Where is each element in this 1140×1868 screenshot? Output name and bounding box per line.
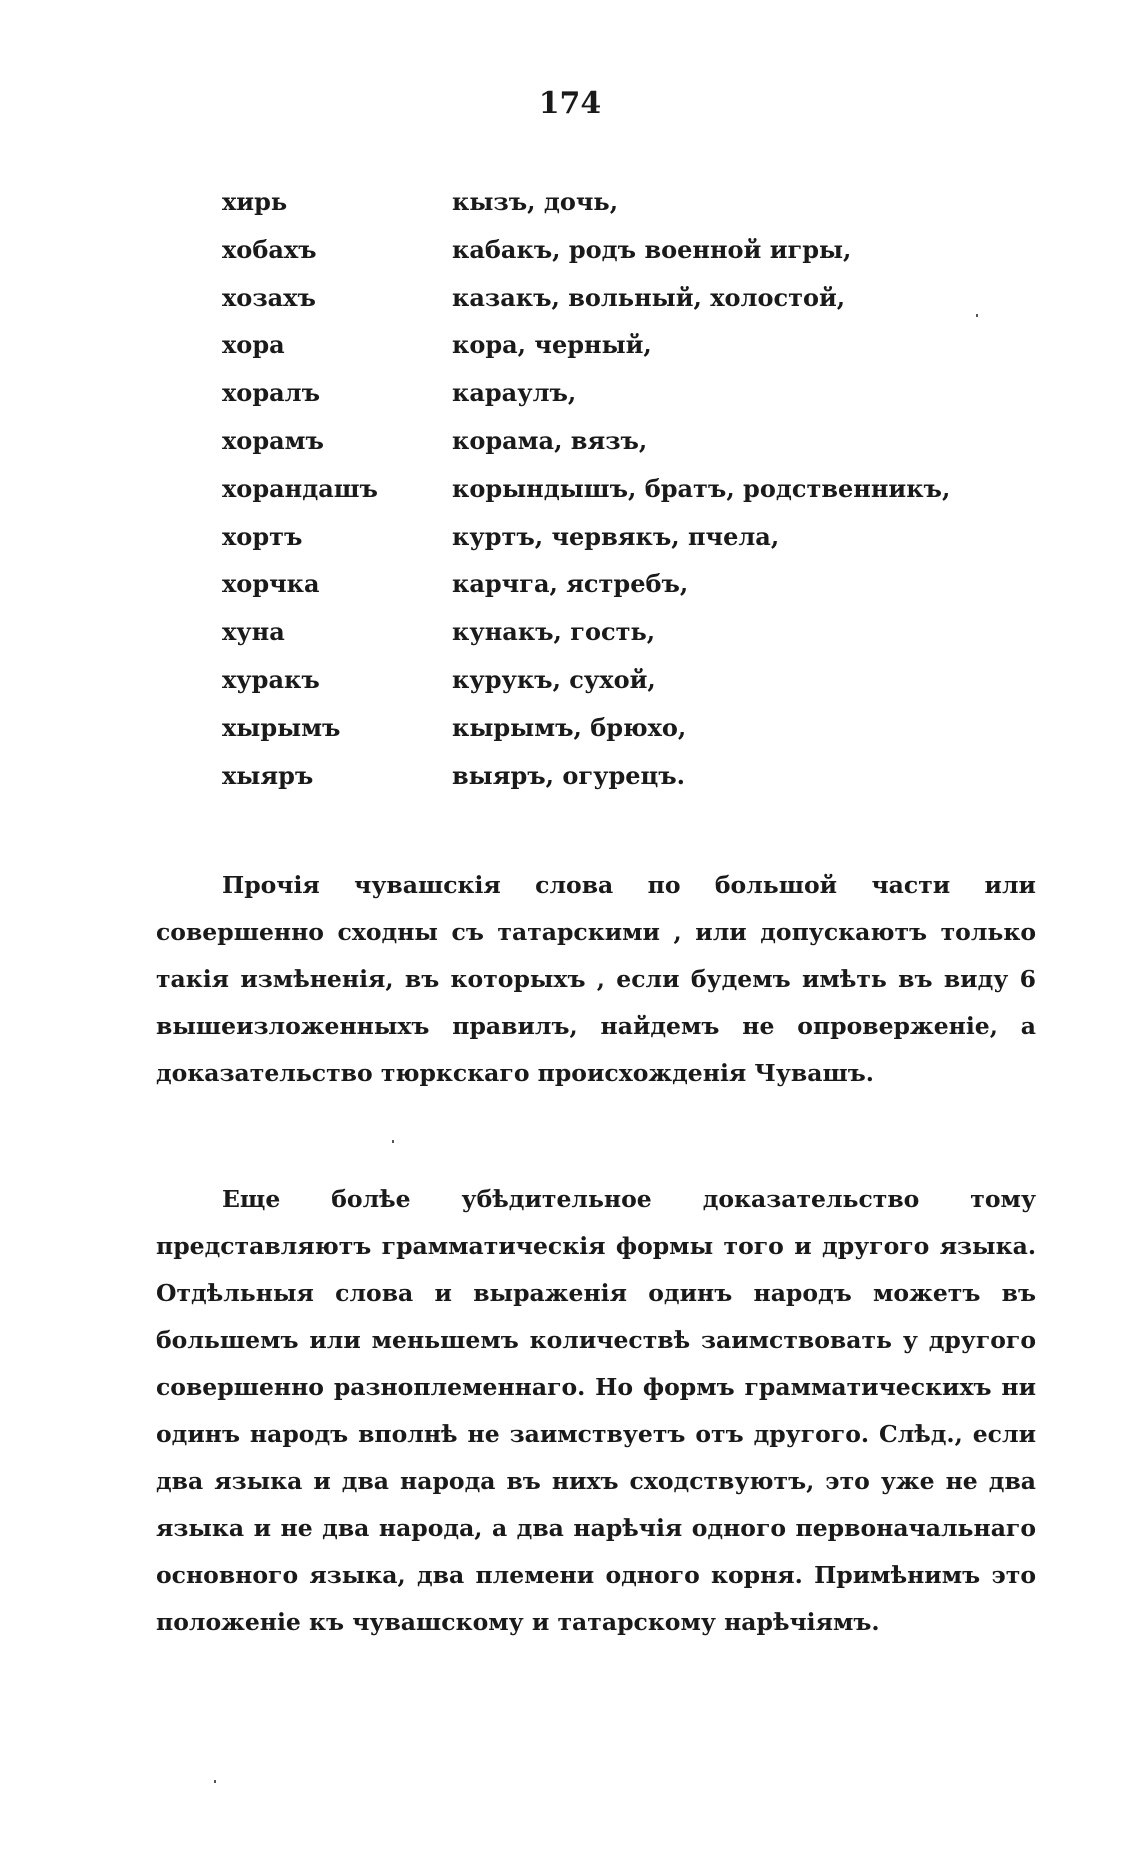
- chuvash-word: хобахъ: [222, 234, 317, 264]
- chuvash-word: хорамъ: [222, 425, 324, 455]
- tatar-gloss: кызъ, дочь,: [452, 187, 619, 216]
- vocab-row: [222, 752, 942, 800]
- page-number: 174: [538, 86, 602, 121]
- paragraph-grammatical-forms: Еще болѣе убѣдительное доказательство тому представляютъ грамматическія формы того и другого языка. Отдѣльныя слова и выраженія одинъ народъ можетъ въ большемъ или меньшемъ количествѣ заимствовать у другого совершенно разноплеменнаго. Но формъ грамматическихъ ни одинъ народъ вполнѣ не заимствуетъ отъ другого. Слѣд., если два языка и два народа въ нихъ сходствуютъ, это уже не два языка и не два народа, а два нарѣчія одного первоначальнаго основного языка, два племени одного корня. Примѣнимъ это положеніе къ чувашскому и татарскому нарѣчіямъ.: [156, 1185, 1036, 1636]
- tatar-gloss: карчга, ястребъ,: [452, 569, 689, 599]
- chuvash-word: хыяръ: [222, 760, 314, 790]
- tatar-gloss: куртъ, червякъ, пчела,: [452, 521, 780, 551]
- tatar-gloss: кора, черный,: [452, 330, 652, 360]
- vocab-row: [222, 656, 942, 704]
- print-speck: [392, 1140, 394, 1143]
- print-speck: [214, 1780, 216, 1783]
- vocab-row: [222, 274, 942, 322]
- tatar-gloss: кунакъ, гость,: [452, 617, 656, 647]
- chuvash-word: хорандашъ: [222, 473, 378, 503]
- tatar-gloss: корама, вязъ,: [452, 425, 648, 455]
- tatar-gloss: казакъ, вольный, холостой,: [452, 282, 846, 312]
- chuvash-word: хуракъ: [222, 664, 320, 694]
- vocab-row: [222, 513, 942, 561]
- vocabulary-list: [222, 178, 951, 799]
- print-speck: [976, 314, 978, 317]
- chuvash-word: хуна: [222, 617, 285, 647]
- paragraph-other-words: Прочія чувашскія слова по большой части или совершенно сходны съ татарскими , или допускаютъ только такія измѣненія, въ которыхъ , если будемъ имѣть въ виду 6 вышеизложенныхъ правилъ, найдемъ не опроверженіе, а доказательство тюркскаго происхожденія Чувашъ.: [156, 871, 1036, 1087]
- vocab-row: [222, 369, 942, 417]
- vocab-row: [222, 226, 942, 274]
- chuvash-word: хоралъ: [222, 378, 320, 408]
- chuvash-word: хозахъ: [222, 282, 316, 312]
- tatar-gloss: корындышъ, братъ, родственникъ,: [452, 473, 951, 503]
- vocab-row: [222, 560, 942, 608]
- tatar-gloss: выяръ, огурецъ.: [452, 760, 685, 790]
- chuvash-word: хортъ: [222, 521, 303, 551]
- chuvash-word: хырымъ: [222, 712, 341, 742]
- chuvash-word: хирь: [222, 187, 288, 216]
- chuvash-word: хорчка: [222, 569, 320, 599]
- tatar-gloss: кабакъ, родъ военной игры,: [452, 234, 852, 264]
- chuvash-word: хора: [222, 330, 285, 360]
- tatar-gloss: кырымъ, брюхо,: [452, 712, 687, 742]
- tatar-gloss: караулъ,: [452, 378, 577, 408]
- vocab-row: [222, 417, 942, 465]
- vocab-row: [222, 465, 951, 513]
- vocab-row: [222, 608, 942, 656]
- tatar-gloss: курукъ, сухой,: [452, 664, 656, 694]
- vocab-row: [222, 704, 942, 752]
- vocab-row: [222, 178, 942, 226]
- vocab-row: [222, 321, 942, 369]
